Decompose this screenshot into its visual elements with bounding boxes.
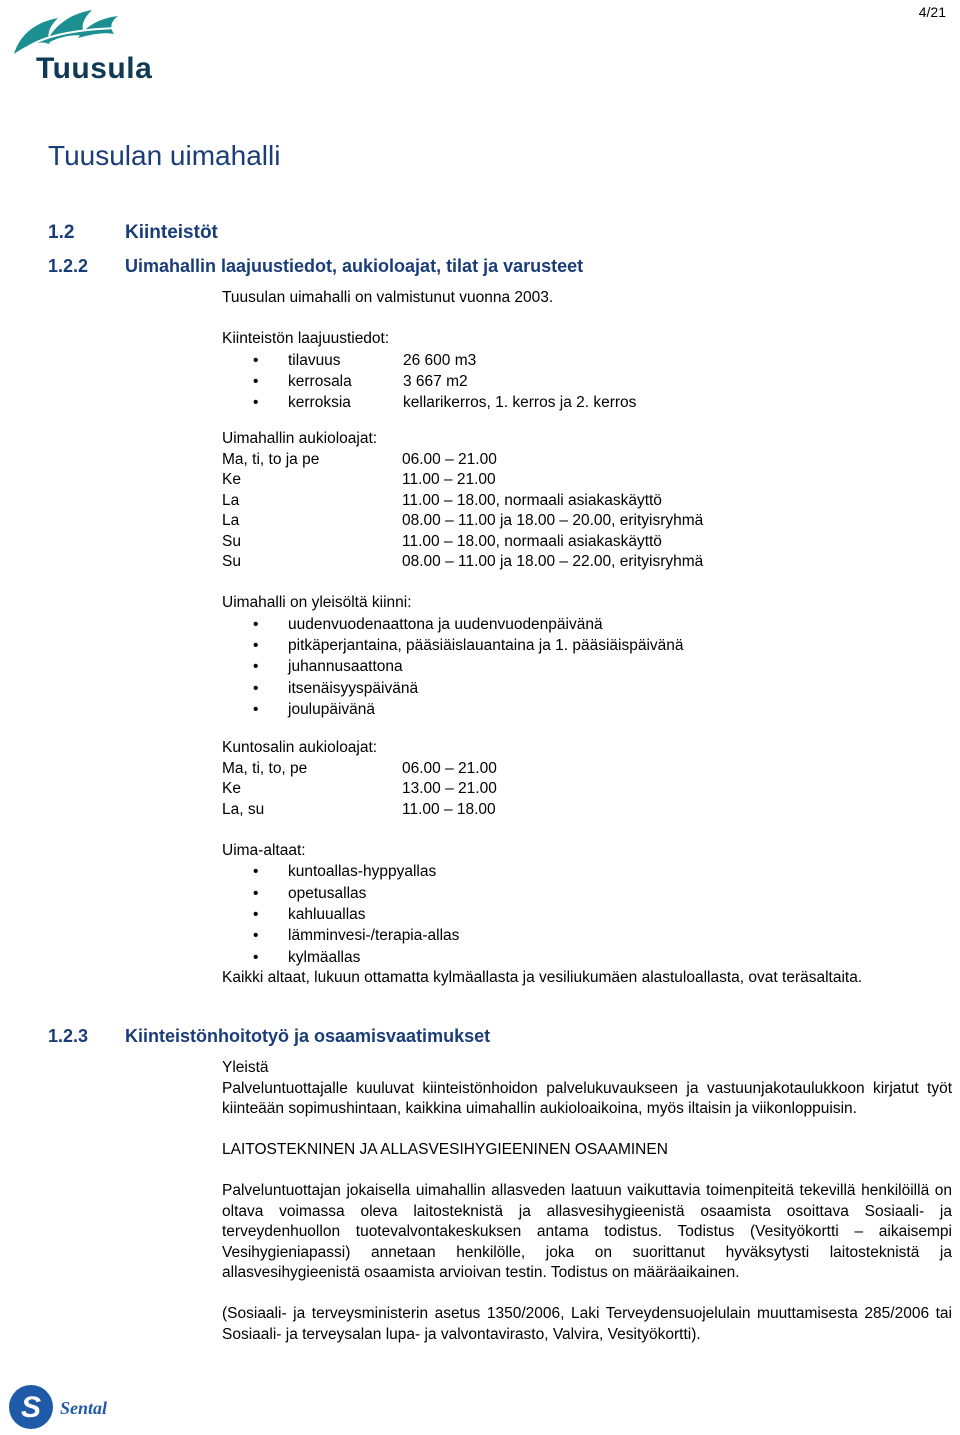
document-title: Tuusulan uimahalli [48, 140, 281, 171]
hours-row: Ma, ti, to, pe 06.00 – 21.00 [222, 759, 497, 777]
list-item: • kahluuallas [222, 904, 952, 925]
tuusula-logo [6, 4, 153, 86]
heading-title: Kiinteistöt [125, 222, 218, 243]
competence-heading: LAITOSTEKNINEN JA ALLASVESIHYGIEENINEN OSAAMINEN [222, 1141, 668, 1158]
general-heading: Yleistä [222, 1059, 269, 1076]
list-item: • kerroksia kellarikerros, 1. kerros ja 2. kerros [222, 392, 952, 413]
intro-text: Tuusulan uimahalli on valmistunut vuonna 2003. [222, 289, 554, 306]
list-item: • tilavuus 26 600 m3 [222, 350, 952, 371]
heading-1-2-2 [0, 256, 960, 278]
hours-row: Ma, ti, to ja pe 06.00 – 21.00 [222, 450, 497, 468]
list-item: • itsenäisyyspäivänä [222, 678, 952, 699]
pools-heading: Uima-altaat: [222, 841, 306, 859]
hours-row: Su 08.00 – 11.00 ja 18.00 – 22.00, erityisryhmä [222, 553, 704, 571]
heading-1-2 [0, 222, 960, 246]
hours-row: Ke 11.00 – 21.00 [222, 471, 496, 489]
list-item: • uudenvuodenaattona ja uudenvuodenpäivänä [222, 614, 952, 635]
heading-number: 1.2.3 [48, 1026, 89, 1046]
pool-hours-table [222, 450, 952, 573]
list-item: • joulupäivänä [222, 699, 952, 720]
pools-note: Kaikki altaat, lukuun ottamatta kylmäallasta ja vesiliukumäen alastuloallasta, ovat teräsaltaita. [222, 968, 863, 986]
gym-hours-table [222, 759, 952, 821]
list-item: • kylmäallas [222, 947, 952, 968]
list-item: • juhannusaattona [222, 656, 952, 677]
logo-text: Tuusula [36, 52, 153, 85]
list-item: • kuntoallas-hyppyallas [222, 861, 952, 882]
extent-heading: Kiinteistön laajuustiedot: [222, 330, 390, 347]
hours-row: La, su 11.00 – 18.00 [222, 800, 496, 818]
list-item: • pitkäperjantaina, pääsiäislauantaina ja 1. pääsiäispäivänä [222, 635, 952, 656]
hours-row: La 08.00 – 11.00 ja 18.00 – 20.00, erityisryhmä [222, 512, 704, 530]
closed-list [222, 614, 952, 720]
general-text: Palveluntuottajalle kuuluvat kiinteistönhoidon palvelukuvaukseen ja vastuunjakotaulukkoon kirjatut työt kiinteään sopimushintaan, kaikkina uimahallin aukioloaikoina, myös iltaisin ja viikonloppuisin. [222, 1079, 952, 1117]
hours-row: Su 11.00 – 18.00, normaali asiakaskäyttö [222, 532, 662, 550]
sental-s-icon [8, 1384, 54, 1430]
list-item: • opetusallas [222, 883, 952, 904]
heading-number: 1.2 [48, 222, 75, 243]
page-number: 4/21 [918, 4, 946, 20]
maintenance-info [222, 1058, 952, 1345]
list-item: • kerrosala 3 667 m2 [222, 371, 952, 392]
facility-info [222, 288, 952, 988]
list-item: • lämminvesi-/terapia-allas [222, 925, 952, 946]
hours-row: La 11.00 – 18.00, normaali asiakaskäyttö [222, 491, 662, 509]
gym-hours-heading: Kuntosalin aukioloajat: [222, 739, 378, 757]
heading-title: Kiinteistönhoitotyö ja osaamisvaatimukset [125, 1026, 491, 1046]
extent-list [222, 350, 952, 414]
heading-title: Uimahallin laajuustiedot, aukioloajat, tilat ja varusteet [125, 256, 584, 276]
heading-1-2-3 [0, 1026, 960, 1048]
heading-number: 1.2.2 [48, 256, 89, 276]
competence-reference: (Sosiaali- ja terveysministerin asetus 1350/2006, Laki Terveydensuojelulain muuttamisesta 285/2006 tai Sosiaali- ja terveysalan lupa- ja valvontavirasto, Valvira, Vesityökortti). [222, 1305, 952, 1343]
sental-text: Sental [60, 1398, 108, 1418]
hours-row: Ke 13.00 – 21.00 [222, 780, 497, 798]
sental-logo [8, 1384, 148, 1430]
svg-text:S: S [20, 1391, 42, 1424]
pools-list [222, 861, 952, 967]
competence-text: Palveluntuottajan jokaisella uimahallin allasveden laatuun vaikuttavia toimenpiteitä tekevillä henkilöillä on oltava voimassa oleva laitosteknistä ja allasvesihygieenistä osaamista osoittava Sosiaali- ja terveydenhuollon tuotevalvontakeskuksen antama todistus. Todistus (Vesityökortti – aikaisempi Vesihygieniapassi) annetaan henkilölle, joka on suorittanut hyväksytysti laitosteknistä ja allasvesihygieenistä osaamista arvioivan testin. Todistus on määräaikainen. [222, 1182, 952, 1281]
closed-heading: Uimahalli on yleisöltä kiinni: [222, 594, 412, 612]
pool-hours-heading: Uimahallin aukioloajat: [222, 430, 378, 448]
